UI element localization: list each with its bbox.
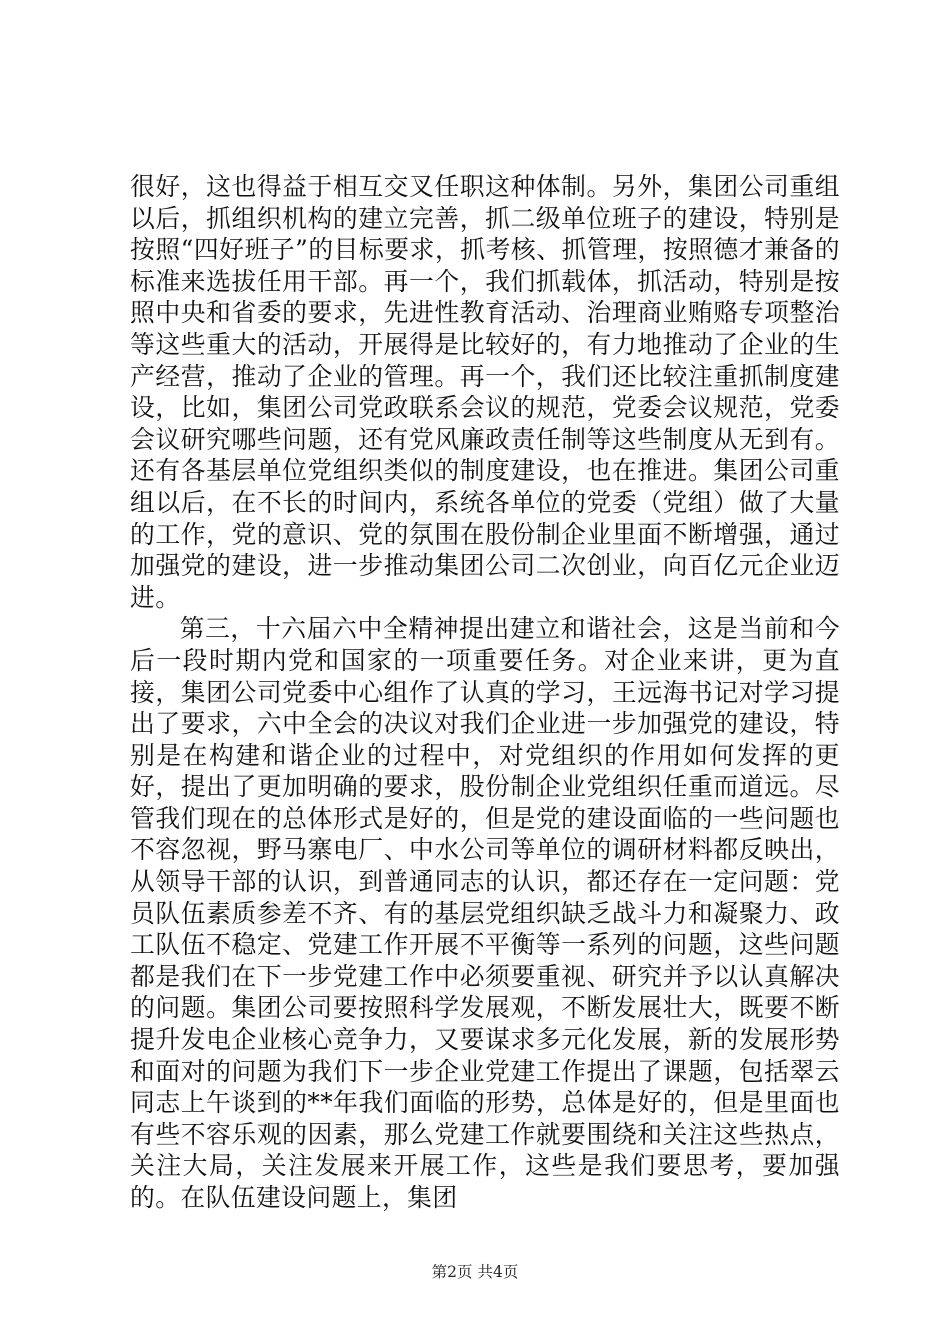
page-footer (0, 1262, 950, 1282)
page-number-label: 第2页 共4页 (431, 1263, 519, 1281)
document-body (130, 171, 840, 1214)
paragraph-third-point: 第三，十六届六中全精神提出建立和谐社会，这是当前和今后一段时期内党和国家的一项重要任务。对企业来讲，更为直接，集团公司党委中心组作了认真的学习，王远海书记对学习提出了要求，六中全会的决议对我们企业进一步加强党的建设，特别是在构建和谐企业的过程中，对党组织的作用如何发挥的更好，提出了更加明确的要求，股份制企业党组织任重而道远。尽管我们现在的总体形式是好的，但是党的建设面临的一些问题也不容忽视，野马寨电厂、中水公司等单位的调研材料都反映出，从领导干部的认识，到普通同志的认识，都还存在一定问题：党员队伍素质参差不齐、有的基层党组织缺乏战斗力和凝聚力、政工队伍不稳定、党建工作开展不平衡等一系列的问题，这些问题都是我们在下一步党建工作中必须要重视、研究并予以认真解决的问题。集团公司要按照科学发展观，不断发展壮大，既要不断提升发电企业核心竞争力，又要谋求多元化发展，新的发展形势和面对的问题为我们下一步企业党建工作提出了课题，包括翠云同志上午谈到的**年我们面临的形势，总体是好的，但是里面也有些不容乐观的因素，那么党建工作就要围绕和关注这些热点，关注大局，关注发展来开展工作，这些是我们要思考，要加强的。在队伍建设问题上，集团 (130, 614, 840, 1212)
paragraph-continuation: 很好，这也得益于相互交叉任职这种体制。另外，集团公司重组以后，抓组织机构的建立完善，抓二级单位班子的建设，特别是按照“四好班子”的目标要求，抓考核、抓管理，按照德才兼备的标准来选拔任用干部。再一个，我们抓载体，抓活动，特别是按照中央和省委的要求，先进性教育活动、治理商业贿赂专项整治等这些重大的活动，开展得是比较好的，有力地推动了企业的生产经营，推动了企业的管理。再一个，我们还比较注重抓制度建设，比如，集团公司党政联系会议的规范，党委会议规范，党委会议研究哪些问题，还有党风廉政责任制等这些制度从无到有。还有各基层单位党组织类似的制度建设，也在推进。集团公司重组以后，在不长的时间内，系统各单位的党委（党组）做了大量的工作，党的意识、党的氛围在股份制企业里面不断增强，通过加强党的建设，进一步推动集团公司二次创业，向百亿元企业迈进。 (130, 172, 840, 612)
